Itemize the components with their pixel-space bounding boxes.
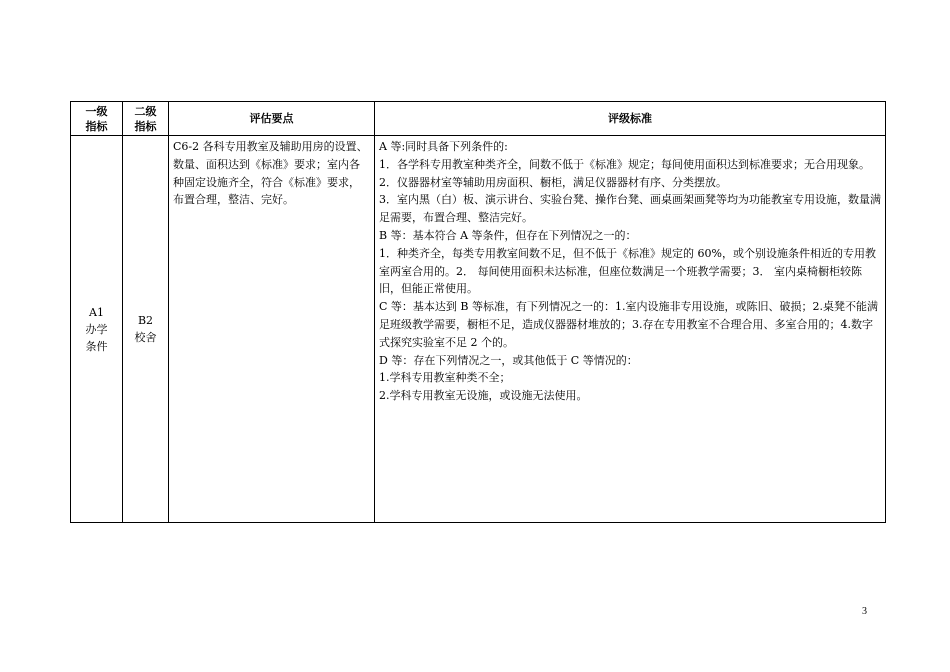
page-number: 3 (862, 606, 867, 617)
level2-code: B2 (137, 314, 154, 327)
level1-cell (71, 136, 123, 523)
criteria-line: 2．仪器器材室等辅助用房面积、橱柜，满足仪器器材有序、分类摆放。 (379, 175, 727, 189)
points-cell (169, 136, 375, 523)
header-criteria: 评级标准 (375, 102, 886, 136)
level2-cell (123, 136, 169, 523)
header-points: 评估要点 (169, 102, 375, 136)
header-level1 (71, 102, 123, 136)
criteria-line: D 等：存在下列情况之一，或其他低于 C 等情况的： (379, 353, 638, 367)
header-level2-line2: 指标 (134, 119, 157, 133)
header-level1-line2: 指标 (85, 119, 108, 133)
header-level2 (123, 102, 169, 136)
criteria-cell (375, 136, 886, 523)
criteria-line: 2.学科专用教室无设施，或设施无法使用。 (379, 389, 588, 403)
header-level1-line1: 一级 (85, 104, 108, 118)
level1-code: A1 (89, 305, 104, 319)
criteria-line: A 等:同时具备下列条件的: (379, 140, 508, 153)
level1-name-line1: 办学 (85, 322, 108, 336)
criteria-line: 1．各学科专用教室种类齐全，间数不低于《标准》规定；每间使用面积达到标准要求；无合用现象。 (379, 157, 870, 171)
header-level2-line1: 二级 (134, 104, 157, 118)
table-header-row (71, 102, 886, 136)
level2-name: 校舍 (134, 331, 157, 344)
criteria-line: 1．种类齐全，每类专用教室间数不足，但不低于《标准》规定的 60%，或个别设施条件相近的专用教室两室合用的。2． 每间使用面积未达标准，但座位数满足一个班教学需要；3． 室内桌椅橱柜较陈旧，但能正常使用。 (379, 246, 876, 296)
evaluation-table (70, 101, 886, 523)
level1-name-line2: 条件 (85, 339, 108, 353)
criteria-line: B 等：基本符合 A 等条件，但存在下列情况之一的： (379, 228, 637, 242)
criteria-text (375, 136, 885, 405)
points-text: C6-2 各科专用教室及辅助用房的设置、数量、面积达到《标准》要求；室内各种固定设施齐全，符合《标准》要求，布置合理，整洁、完好。 (173, 140, 368, 207)
criteria-line: 1.学科专用教室种类不全； (379, 371, 511, 385)
table-row (71, 136, 886, 523)
criteria-line: C 等：基本达到 B 等标准，有下列情况之一的：1.室内设施非专用设施，或陈旧、破损；2.桌凳不能满足班级教学需要，橱柜不足，造成仪器器材堆放的；3.存在专用教室不合理合用、多室合用的；4.数字式探究实验室不足 2 个的。 (379, 300, 878, 349)
criteria-line: 3．室内黑（白）板、演示讲台、实验台凳、操作台凳、画桌画架画凳等均为功能教室专用设施，数量满足需要，布置合理、整洁完好。 (379, 193, 881, 225)
